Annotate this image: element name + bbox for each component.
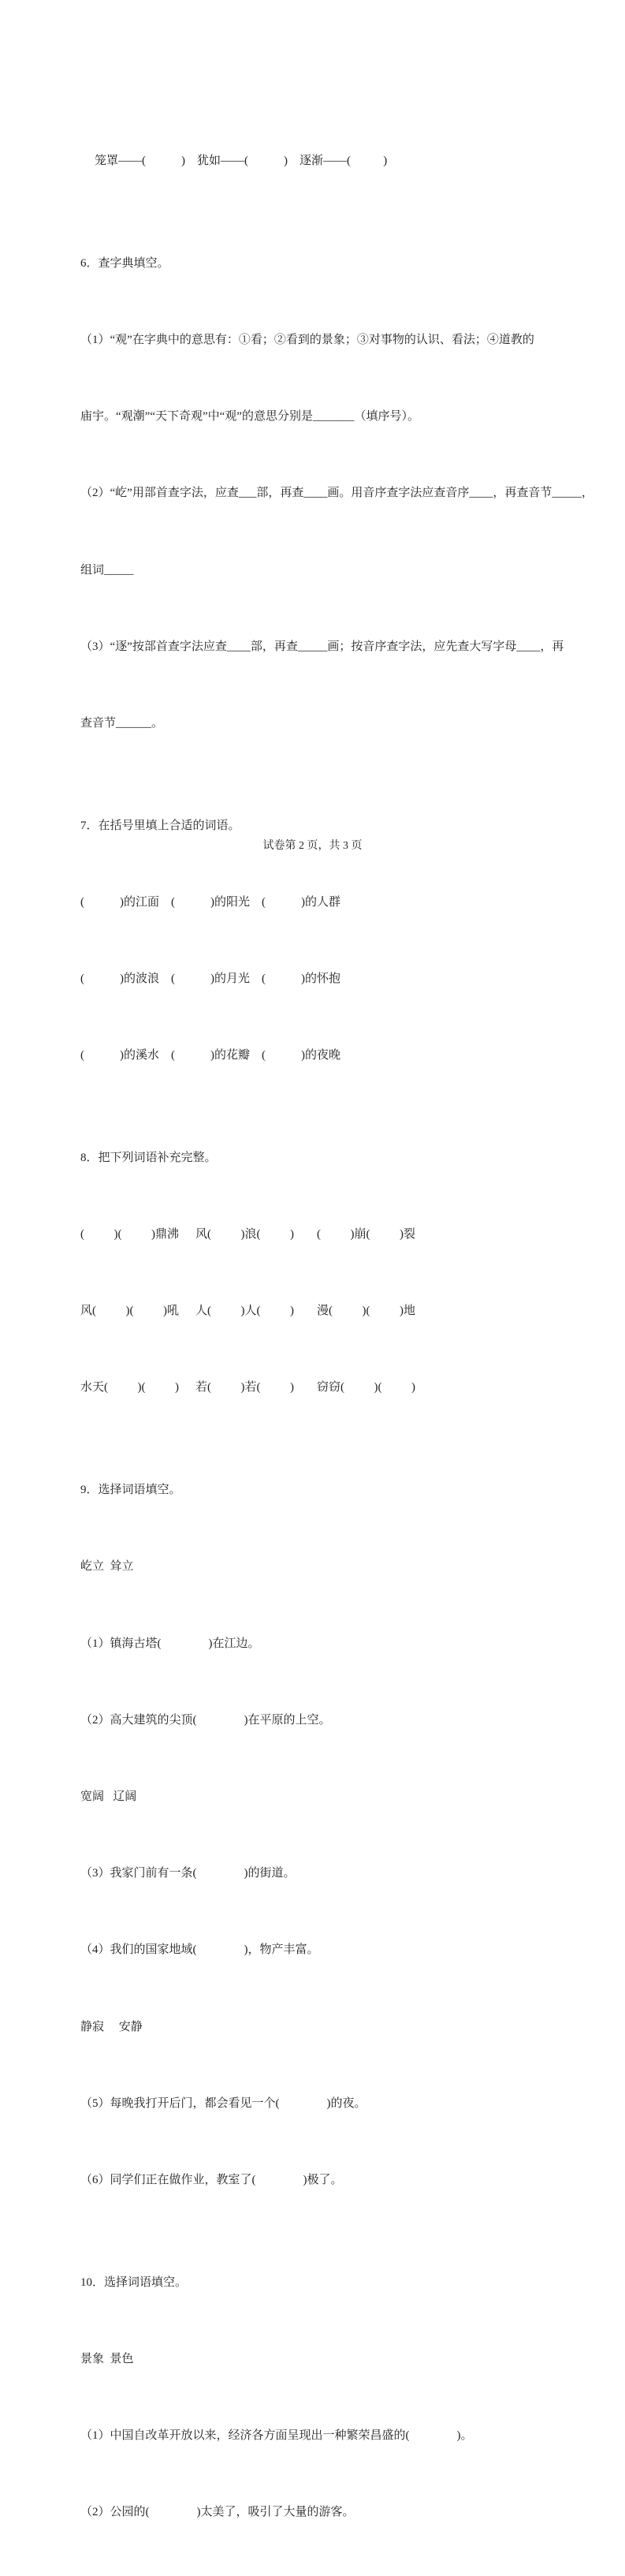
q6-part2-line1: （2）“屹”用部首查字法，应查___部，再查____画。用音序查字法应查音序____，再查音节_____， (80, 487, 593, 500)
q5-synonym-match-line: 笼罩——( ) 犹如——( ) 逐渐——( ) (95, 155, 388, 168)
q9-title: 9．选择词语填空。 (80, 1484, 181, 1497)
q9-item-6: （6）同学们正在做作业，教室了( )极了。 (80, 2173, 343, 2186)
q7-row-2: ( )的波浪 ( )的月光 ( )的怀抱 (80, 973, 340, 986)
q10-item-2: （2）公园的( )太美了，吸引了大量的游客。 (80, 2506, 355, 2519)
q8-row-3-col-1: 水天( )( ) (80, 1381, 179, 1394)
q6-part1-line1: （1）“观”在字典中的意思有：①看；②看到的景象；③对事物的认识、看法；④道教的 (80, 334, 534, 347)
q8-row-1-col-2: 风( )浪( ) (195, 1228, 294, 1241)
exam-page-body (80, 72, 593, 2576)
q7-title: 7．在括号里填上合适的词语。 (80, 819, 240, 832)
q6-part3-line1: （3）“逐”按部首查字法应查____部，再查_____画；按音序查字法，应先查大写字母____，再 (80, 640, 564, 653)
q10-title: 10．选择词语填空。 (80, 2275, 188, 2289)
q8-row-1-col-3: ( )崩( )裂 (317, 1228, 415, 1241)
q9-item-3: （3）我家门前有一条( )的街道。 (80, 1867, 296, 1880)
q7-row-1: ( )的江面 ( )的阳光 ( )的人群 (80, 895, 340, 909)
q8-row-2-col-1: 风( )( )吼 (80, 1305, 179, 1318)
q9-item-1: （1）镇海古塔( )在江边。 (80, 1637, 260, 1650)
q9-item-5: （5）每晚我打开后门，都会看见一个( )的夜。 (80, 2096, 366, 2110)
q6-part3-line2: 查音节______。 (80, 717, 164, 730)
q8-row-1-col-1: ( )( )鼎沸 (80, 1228, 179, 1241)
q8-row-2-col-2: 人( )人( ) (195, 1305, 294, 1318)
q8-row-3-col-2: 若( )若( ) (195, 1381, 294, 1394)
q8-row-2 (80, 1298, 585, 1323)
q9-word-bank-1: 屹立 耸立 (80, 1560, 134, 1574)
q10-item-1: （1）中国自改革开放以来，经济各方面呈现出一种繁荣昌盛的( )。 (80, 2429, 473, 2442)
q9-item-4: （4）我们的国家地域( )，物产丰富。 (80, 1943, 319, 1957)
q6-title: 6．查字典填空。 (80, 256, 169, 270)
q8-row-1 (80, 1222, 585, 1247)
q9-item-2: （2）高大建筑的尖顶( )在平原的上空。 (80, 1713, 331, 1727)
q9-word-bank-2: 宽阔 辽阔 (80, 1790, 137, 1803)
q7-row-3: ( )的溪水 ( )的花瓣 ( )的夜晚 (80, 1049, 340, 1062)
q8-row-3-col-3: 窃窃( )( ) (317, 1381, 415, 1394)
q8-title: 8．把下列词语补充完整。 (80, 1151, 217, 1164)
q8-row-3 (80, 1375, 585, 1400)
q6-part2-line2: 组词_____ (80, 563, 134, 577)
q6-part1-line2: 庙宇。“观潮”“天下奇观”中“观”的意思分别是_______（填序号）。 (80, 410, 419, 424)
q8-row-2-col-3: 漫( )( )地 (317, 1305, 415, 1318)
q10-word-bank: 景象 景色 (80, 2352, 134, 2365)
q9-word-bank-3: 静寂 安静 (80, 2020, 143, 2033)
page-number-footer: 试卷第 2 页，共 3 页 (262, 840, 363, 852)
